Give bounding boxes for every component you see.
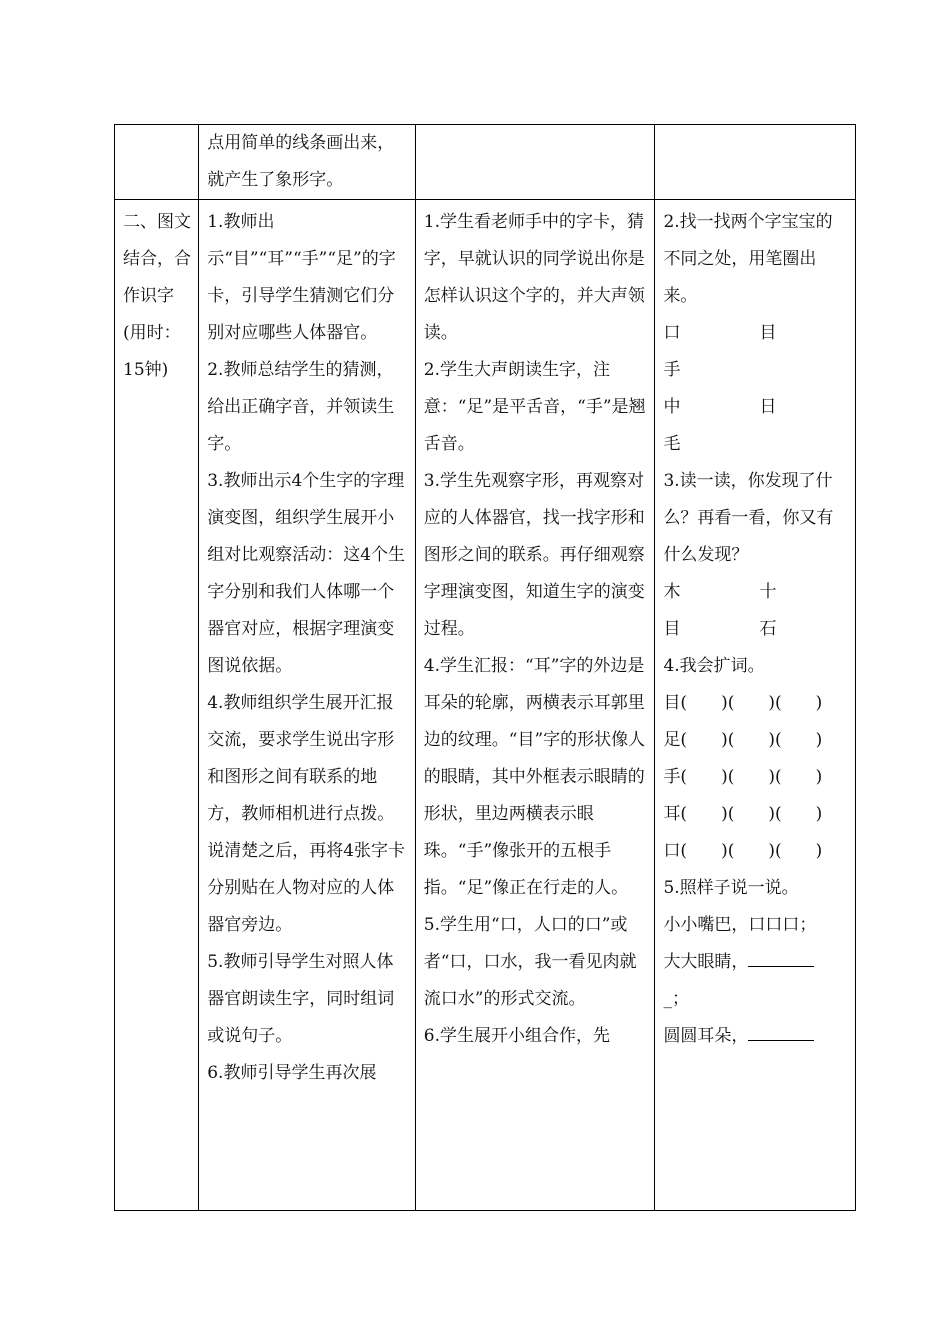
stage-label: 二、图文结合，合作识字(用时：15钟) <box>123 212 191 380</box>
row1-col1 <box>115 125 199 200</box>
teacher-step: 4.教师组织学生展开汇报交流，要求学生说出字形和图形之间有联系的地方，教师相机进行点拨。说清楚之后，再将4张字卡分别贴在人物对应的人体器官旁边。 <box>207 693 406 935</box>
teacher-step: 6.教师引导学生再次展 <box>207 1063 377 1083</box>
exercise-cell <box>655 200 856 1211</box>
teacher-step: 5.教师引导学生对照人体器官朗读生字，同时组词或说句子。 <box>207 952 395 1046</box>
row1-col3 <box>415 125 655 200</box>
exercise-q5: 5.照样子说一说。 <box>663 878 799 898</box>
exercise-q3: 3.读一读，你发现了什么？再看一看，你又有什么发现？ <box>663 471 834 565</box>
student-step: 3.学生先观察字形，再观察对应的人体器官，找一找字形和图形之间的联系。再仔细观察字理演变图，知道生字的演变过程。 <box>423 471 645 639</box>
teacher-step: 3.教师出示4个生字的字理演变图，组织学生展开小组对比观察活动：这4个生字分别和我们人体哪一个器官对应，根据字理演变图说依据。 <box>207 471 406 676</box>
q5-line-end: _； <box>663 989 689 1009</box>
student-step: 2.学生大声朗读生字，注意：“足”是平舌音，“手”是翘舌音。 <box>423 360 646 454</box>
q5-line: 大大眼睛， <box>663 944 849 981</box>
q5-example: 小小嘴巴，口口口； <box>663 915 817 935</box>
student-activity-cell <box>415 200 655 1211</box>
q5-line: 圆圆耳朵， <box>663 1018 849 1055</box>
answer-blank <box>748 1022 814 1041</box>
char-pair: 木 十 <box>663 582 777 602</box>
word-expansion-item: 手( )( )( ) <box>663 767 823 787</box>
teacher-activity-cell <box>199 200 416 1211</box>
row1-col4 <box>655 125 856 200</box>
answer-blank <box>748 948 814 967</box>
char-pair: 目 石 <box>663 619 777 639</box>
word-expansion-item: 足( )( )( ) <box>663 730 823 750</box>
char-pair: 毛 <box>663 434 681 454</box>
table-row <box>115 200 856 1211</box>
student-step: 1.学生看老师手中的字卡，猜字，早就认识的同学说出你是怎样认识这个字的，并大声领读。 <box>423 212 645 343</box>
table-row <box>115 125 856 200</box>
student-step: 6.学生展开小组合作，先 <box>423 1026 611 1046</box>
teacher-step: 2.教师总结学生的猜测，给出正确字音，并领读生字。 <box>207 360 395 454</box>
word-expansion-item: 耳( )( )( ) <box>663 804 823 824</box>
lesson-plan-table <box>114 124 856 1211</box>
stage-label-cell <box>115 200 199 1211</box>
row1-col2: 点用简单的线条画出来，就产生了象形字。 <box>199 125 416 200</box>
word-expansion-item: 口( )( )( ) <box>663 841 823 861</box>
student-step: 4.学生汇报：“耳”字的外边是耳朵的轮廓，两横表示耳郭里边的纹理。“目”字的形状像人的眼睛，其中外框表示眼睛的形状，里边两横表示眼珠。“手”像张开的五根手指。“足”像正在行走的人。 <box>423 656 646 898</box>
exercise-q2: 2.找一找两个字宝宝的不同之处，用笔圈出来。 <box>663 212 833 306</box>
student-step: 5.学生用“口，人口的口”或者“口，口水，我一看见肉就流口水”的形式交流。 <box>423 915 637 1009</box>
teacher-step: 1.教师出示“目”“耳”“手”“足”的字卡，引导学生猜测它们分别对应哪些人体器官。 <box>207 212 396 343</box>
char-pair: 手 <box>663 360 681 380</box>
char-pair: 口 目 <box>663 323 777 343</box>
exercise-q4: 4.我会扩词。 <box>663 656 765 676</box>
char-pair: 中 日 <box>663 397 777 417</box>
word-expansion-item: 目( )( )( ) <box>663 693 823 713</box>
